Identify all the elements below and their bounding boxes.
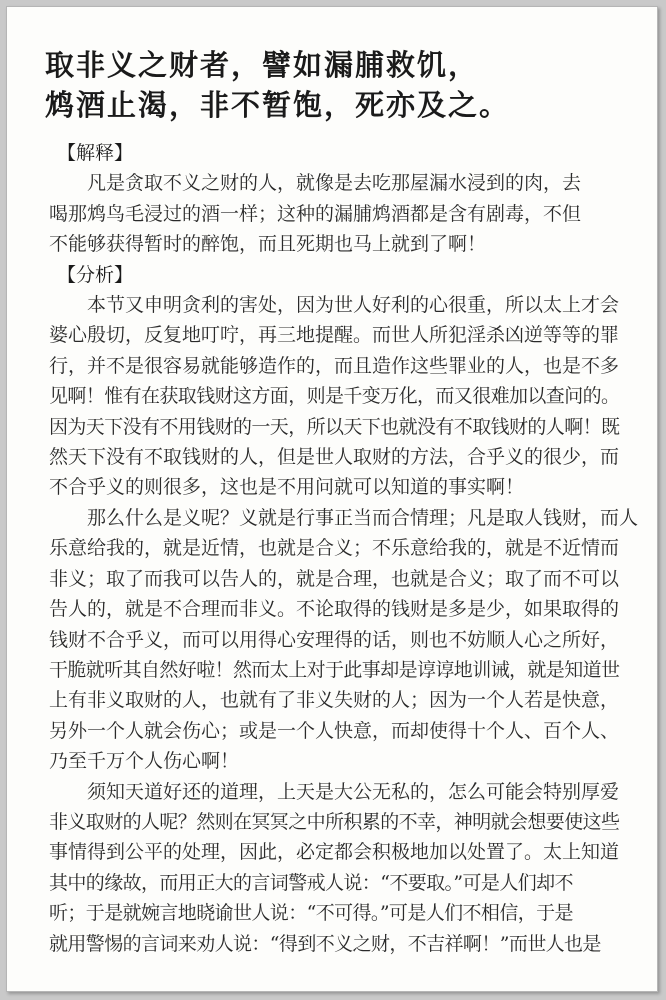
text-line: 然天下没有不取钱财的人，但是世人取财的方法，合乎义的很少，而	[49, 446, 620, 469]
text-line: 那么什么是义呢？义就是行事正当而合情理；凡是取人钱财，而人	[87, 506, 639, 529]
text-line: 婆心殷切，反复地叮咛，再三地提醒。而世人所犯淫杀凶逆等等的罪	[49, 324, 620, 347]
book-page	[6, 6, 658, 992]
title-line-1: 取非义之财者，譬如漏脯救饥，	[45, 48, 480, 82]
text-line: 听；于是就婉言地晓谕世人说：“不可得。”可是人们不相信，于是	[49, 902, 573, 925]
page-title	[45, 45, 645, 125]
text-line: 另外一个人就会伤心；或是一个人快意，而却使得十个人、百个人、	[49, 719, 620, 742]
text-line: 喝那鸩鸟毛浸过的酒一样；这种的漏脯鸩酒都是含有剧毒，不但	[49, 202, 582, 225]
text-line: 行，并不是很容易就能够造作的，而且造作这些罪业的人，也是不多	[49, 354, 620, 377]
text-line: 乐意给我的，就是近情，也就是合义；不乐意给我的，就是不近情而	[49, 537, 620, 560]
text-line: 告人的，就是不合理而非义。不论取得的钱财是多是少，如果取得的	[49, 598, 620, 621]
text-line: 须知天道好还的道理，上天是大公无私的，怎么可能会特别厚爱	[87, 780, 620, 803]
text-line: 干脆就听其自然好啦！然而太上对于此事却是谆谆地训诫，就是知道世	[49, 658, 620, 681]
analysis-heading: 【分析】	[57, 263, 134, 286]
page-body	[49, 138, 639, 959]
text-line: 上有非义取财的人，也就有了非义失财的人；因为一个人若是快意，	[49, 689, 620, 712]
text-line: 不合乎义的则很多，这也是不用问就可以知道的事实啊！	[49, 476, 525, 499]
text-line: 因为天下没有不用钱财的一天，所以天下也就没有不取钱财的人啊！既	[49, 415, 620, 438]
text-line: 见啊！惟有在获取钱财这方面，则是千变万化，而又很难加以查问的。	[49, 385, 620, 408]
text-line: 其中的缘故，而用正大的言词警戒人说：“不要取。”可是人们却不	[49, 871, 573, 894]
text-line: 钱财不合乎义，而可以用得心安理得的话，则也不妨顺人心之所好，	[49, 628, 620, 651]
text-line: 本节又申明贪利的害处，因为世人好利的心很重，所以太上才会	[87, 294, 620, 317]
text-line: 不能够获得暂时的醉饱，而且死期也马上就到了啊！	[49, 233, 487, 256]
title-line-2: 鸩酒止渴，非不暂饱，死亦及之。	[45, 88, 511, 122]
explanation-heading: 【解释】	[57, 142, 134, 164]
text-line: 就用警惕的言词来劝人说：“得到不义之财，不吉祥啊！”而世人也是	[49, 932, 601, 955]
text-line: 乃至千万个人伤心啊！	[49, 750, 240, 773]
text-line: 非义；取了而我可以告人的，就是合理，也就是合义；取了而不可以	[49, 567, 620, 590]
text-line: 凡是贪取不义之财的人，就像是去吃那屋漏水浸到的肉，去	[87, 172, 582, 195]
text-line: 事情得到公平的处理，因此，必定都会积极地加以处置了。太上知道	[49, 841, 620, 864]
text-line: 非义取财的人呢？然则在冥冥之中所积累的不幸，神明就会想要使这些	[49, 810, 620, 833]
